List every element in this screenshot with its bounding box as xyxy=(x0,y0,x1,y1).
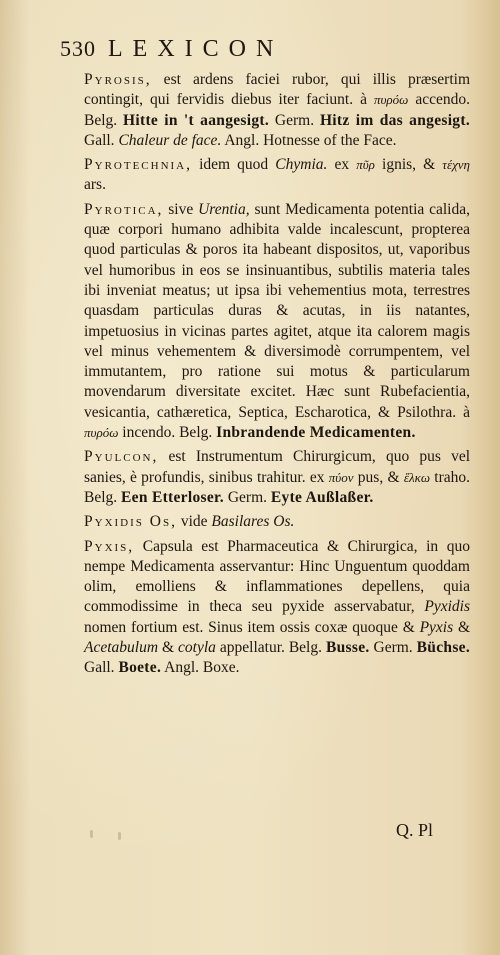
headword: Pyulcon, xyxy=(84,448,159,466)
ink-mark xyxy=(118,832,121,840)
running-head: LEXICON xyxy=(108,36,284,62)
entry-pyrotica: Pyrotica, sive Urentia, sunt Medicamenta potentia calida, quæ corpori humano adhibita valde incalescunt, propterea quod particulas & poros ita habeant dispositos, ut, vaporibus vel humoribus in eos se insinuantibus, subtilis materia tales ibi inveniat meatus; ut ipsa ibi vehementius mota, terrestres quasdam particulas duras & acutas, in iis natantes, impetuosius in vicinas partes agitet, atque ita calorem magis vel minus vehementem & diversimodè corrumpentem, vel immutantem, pro ratione sui motus & particularum movendarum diversitate excitet. Hæc sunt Rubefacientia, vesicantia, cathæretica, Septica, Escharotica, & Psilothra. à πυρόω incendo. Belg. Inbrandende Medicamenten. xyxy=(84,200,470,442)
entry-pyulcon: Pyulcon, est Instrumentum Chirurgicum, quo pus vel sanies, è profundis, sinibus trahitur. ex πύον pus, & ἕλκω traho. Belg. Een Etterloser. Germ. Eyte Außlaßer. xyxy=(84,448,470,506)
greek-word: πύον xyxy=(328,469,354,485)
entry-pyrotechnia: Pyrotechnia, idem quod Chymia. ex πῦρ ignis, & τέχνη ars. xyxy=(84,156,471,194)
headword: Pyrotica, xyxy=(84,200,164,218)
cross-reference: Basilares Os. xyxy=(211,513,295,531)
greek-word: ἕλκω xyxy=(403,469,430,485)
headword: Pyxis, xyxy=(84,537,135,555)
entry-pyrosis: Pyrosis, est ardens faciei rubor, qui illis præsertim contingit, qui fervidis diebus iter faciunt. à πυρόω accendo. Belg. Hitte in 't aangesigt. Germ. Hitz im das angesigt. Gall. Chaleur de face. Angl. Hotnesse of the Face. xyxy=(84,71,470,149)
greek-word: πῦρ xyxy=(356,157,375,173)
italic-term: Acetabulum xyxy=(84,639,159,657)
italic-term: Pyxis xyxy=(419,618,454,636)
cross-reference: Chymia. xyxy=(275,156,328,174)
italic-term: Pyxidis xyxy=(424,598,470,616)
catchword: Q. Pl xyxy=(396,820,434,840)
german-translation: Eyte Außlaßer. xyxy=(270,488,374,506)
german-translation: Hitz im das angesigt. xyxy=(319,111,470,129)
entry-pyxidis-os: Pyxidis Os, vide Basilares Os. xyxy=(84,513,295,531)
synonym: Urentia, xyxy=(198,200,250,218)
dutch-translation: Hitte in 't aangesigt. xyxy=(123,111,270,129)
greek-word: πυρόω xyxy=(373,92,409,108)
headword: Pyrosis, xyxy=(84,71,152,88)
page-header xyxy=(60,36,480,72)
dictionary-text xyxy=(84,70,470,679)
dutch-translation: Busse. xyxy=(325,639,370,657)
french-translation: Chaleur de face. xyxy=(118,131,222,149)
ink-mark xyxy=(90,830,93,838)
headword: Pyrotechnia, xyxy=(84,156,192,174)
entry-pyxis: Pyxis, Capsula est Pharmaceutica & Chirurgica, in quo nempe Medicamenta asservantur: Hinc Unguentum quoddam olim, emolliens & inflammationes depellens, quia commodissime in theca seu pyxide asservabatur, Pyxidis nomen fortium est. Sinus item ossis coxæ quoque & Pyxis & Acetabulum & cotyla appellatur. Belg. Busse. Germ. Büchse. Gall. Boete. Angl. Boxe. xyxy=(84,537,471,677)
headword: Pyxidis Os, xyxy=(84,513,177,531)
french-translation: Boete. xyxy=(118,659,162,677)
greek-word: πυρόω xyxy=(84,425,119,441)
german-translation: Büchse. xyxy=(416,639,471,657)
greek-word: τέχνη xyxy=(442,157,471,173)
page-number: 530 xyxy=(60,36,96,61)
dutch-translation: Een Etterloser. xyxy=(121,488,224,506)
dutch-translation: Inbrandende Medicamenten. xyxy=(216,424,416,442)
italic-term: cotyla xyxy=(178,639,216,657)
